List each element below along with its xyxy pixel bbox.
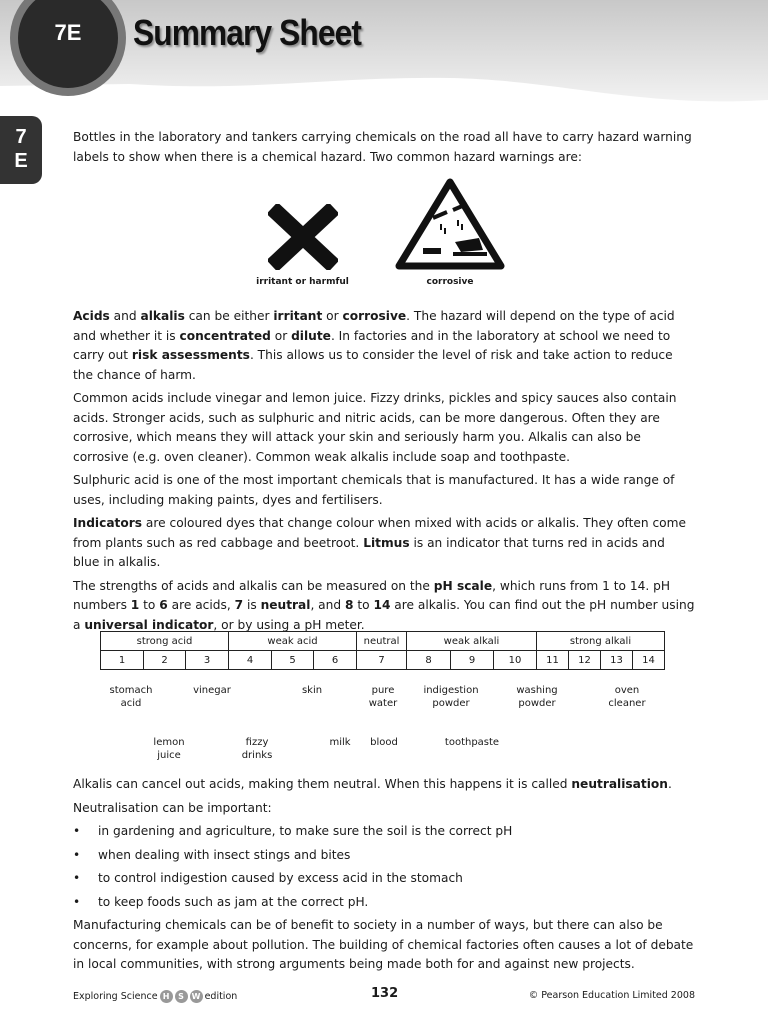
example-pure-water: pure water	[368, 685, 398, 709]
chapter-side-tab	[0, 116, 42, 184]
footer-series-name: Exploring Science	[73, 991, 158, 1002]
body-text-2	[73, 775, 695, 979]
example-milk: milk	[329, 737, 351, 748]
neutralisation-paragraph: Alkalis can cancel out acids, making them neutral. When this happens it is called neutralisation.	[73, 777, 672, 791]
acids-alkalis-paragraph: Acids and alkalis can be either irritant or corrosive. The hazard will depend on the type of acid and whether it is concentrated or dilute. In factories and in the laboratory at school we need to carry out risk assessments. This allows us to consider the level of risk and take action to reduce the chance of harm.	[73, 309, 675, 382]
example-oven-cleaner: oven cleaner	[608, 685, 646, 709]
manufacturing-paragraph: Manufacturing chemicals can be of benefit to society in a number of ways, but there can also be concerns, for example about pollution. The building of chemical factories often causes a lot of debate in local communities, with strong arguments being made both for and against new projects.	[73, 918, 694, 971]
ph-number: 14	[633, 651, 665, 670]
ph-number: 3	[186, 651, 229, 670]
footer-series	[73, 990, 237, 1003]
ph-number: 7	[357, 651, 407, 670]
main-content	[73, 128, 695, 171]
example-indigestion-powder: indigestion powder	[423, 685, 479, 709]
neutralisation-list	[73, 822, 695, 912]
page-number: 132	[371, 986, 399, 1001]
example-vinegar: vinegar	[193, 685, 231, 696]
ph-number: 11	[537, 651, 569, 670]
list-item: • in gardening and agriculture, to make sure the soil is the correct pH	[73, 822, 695, 842]
list-item: • when dealing with insect stings and bites	[73, 846, 695, 866]
side-tab-number: 7	[15, 126, 27, 148]
footer-edition: edition	[204, 991, 238, 1002]
header-background	[0, 0, 768, 110]
corrosive-triangle-icon	[395, 178, 505, 270]
ph-number: 9	[451, 651, 494, 670]
hazard-symbols	[250, 178, 530, 290]
example-lemon-juice: lemon juice	[153, 737, 185, 761]
ph-number: 8	[407, 651, 451, 670]
irritant-x-icon	[268, 204, 338, 270]
chapter-code: 7E	[54, 20, 82, 45]
ph-scale-table	[100, 631, 665, 670]
ph-group-strong-alkali: strong alkali	[537, 632, 665, 651]
hsw-s-badge: S	[175, 990, 188, 1003]
ph-number: 4	[229, 651, 272, 670]
ph-number: 2	[144, 651, 186, 670]
example-stomach-acid: stomach acid	[109, 685, 153, 709]
page-footer	[73, 988, 695, 1004]
ph-number: 12	[569, 651, 601, 670]
ph-number: 1	[101, 651, 144, 670]
ph-number-row	[101, 651, 665, 670]
list-item: • to control indigestion caused by excess acid in the stomach	[73, 869, 695, 889]
page-header	[0, 0, 768, 110]
hsw-w-badge: W	[190, 990, 203, 1003]
ph-group-weak-alkali: weak alkali	[407, 632, 537, 651]
ph-number: 10	[494, 651, 537, 670]
corrosive-symbol	[390, 178, 510, 287]
example-washing-powder: washing powder	[516, 685, 558, 709]
intro-paragraph: Bottles in the laboratory and tankers carrying chemicals on the road all have to carry hazard warning labels to show when there is a chemical hazard. Two common hazard warnings are:	[73, 130, 692, 164]
side-tab-letter: E	[14, 150, 28, 172]
example-skin: skin	[301, 685, 323, 696]
sulphuric-acid-paragraph: Sulphuric acid is one of the most important chemicals that is manufactured. It has a wide range of uses, including making paints, dyes and fertilisers.	[73, 473, 675, 507]
body-text-1	[73, 307, 695, 639]
common-acids-paragraph: Common acids include vinegar and lemon juice. Fizzy drinks, pickles and spicy sauces also contain acids. Stronger acids, such as sulphuric and nitric acids, can be more dangerous. Often they are corrosive, which means they will attack your skin and seriously harm you. Alkalis can also be corrosive (e.g. oven cleaner). Common weak alkalis include soap and toothpaste.	[73, 391, 677, 464]
indicators-paragraph: Indicators are coloured dyes that change colour when mixed with acids or alkalis. They often come from plants such as red cabbage and beetroot. Litmus is an indicator that turns red in acids and blue in alkalis.	[73, 516, 686, 569]
ph-group-weak-acid: weak acid	[229, 632, 357, 651]
hsw-h-badge: H	[160, 990, 173, 1003]
irritant-label: irritant or harmful	[256, 277, 349, 287]
example-blood: blood	[370, 737, 398, 748]
corrosive-label: corrosive	[426, 277, 474, 287]
neutralisation-intro: Neutralisation can be important:	[73, 800, 272, 815]
page-title: Summary Sheet	[133, 12, 362, 53]
example-fizzy-drinks: fizzy drinks	[241, 737, 273, 761]
list-item: • to keep foods such as jam at the correct pH.	[73, 893, 695, 913]
ph-group-neutral: neutral	[357, 632, 407, 651]
footer-copyright: © Pearson Education Limited 2008	[528, 990, 695, 1001]
irritant-symbol	[250, 204, 355, 287]
ph-number: 6	[314, 651, 357, 670]
ph-scale-paragraph: The strengths of acids and alkalis can be measured on the pH scale, which runs from 1 to 14. pH numbers 1 to 6 are acids, 7 is neutral, and 8 to 14 are alkalis. You can find out the pH number using a universal indicator, or by using a pH meter.	[73, 578, 695, 632]
ph-number: 13	[601, 651, 633, 670]
ph-group-strong-acid: strong acid	[101, 632, 229, 651]
example-toothpaste: toothpaste	[444, 737, 500, 748]
ph-group-row	[101, 632, 665, 651]
ph-number: 5	[272, 651, 314, 670]
